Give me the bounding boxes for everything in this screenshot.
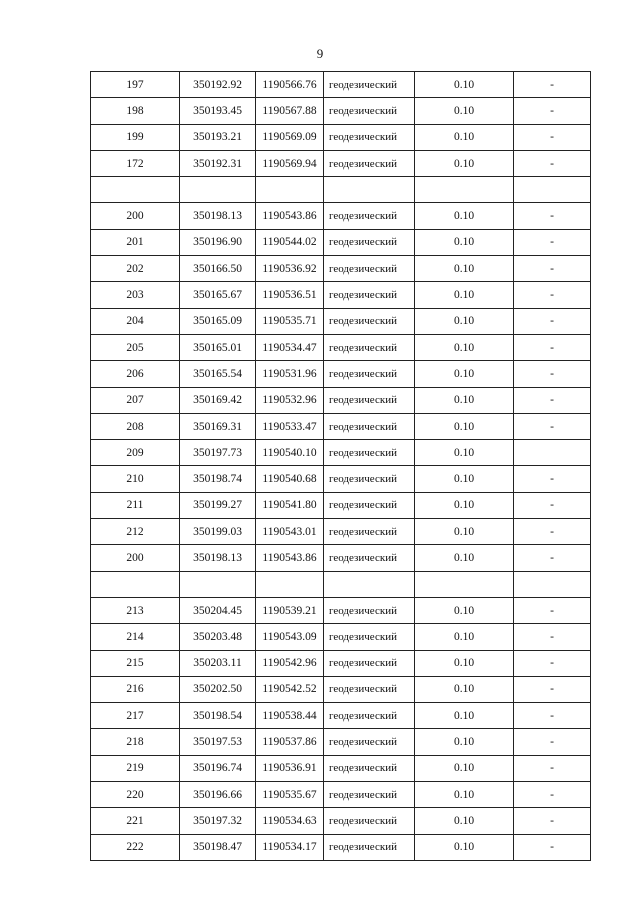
point-number-cell: 203: [91, 282, 180, 308]
table-row: [91, 492, 591, 518]
note-cell: -: [514, 256, 591, 282]
coordinates-table: [90, 71, 591, 861]
point-number-cell: 208: [91, 413, 180, 439]
table-row: [91, 597, 591, 623]
y-coordinate-cell: 1190540.10: [256, 440, 324, 466]
table-row: [91, 624, 591, 650]
accuracy-cell: 0.10: [415, 808, 514, 834]
method-cell: геодезический: [324, 361, 415, 387]
y-coordinate-cell: 1190543.09: [256, 624, 324, 650]
accuracy-cell: 0.10: [415, 72, 514, 98]
point-number-cell: 209: [91, 440, 180, 466]
method-cell: геодезический: [324, 229, 415, 255]
point-number-cell: 217: [91, 703, 180, 729]
accuracy-cell: 0.10: [415, 519, 514, 545]
method-cell: геодезический: [324, 597, 415, 623]
method-cell: геодезический: [324, 308, 415, 334]
accuracy-cell: 0.10: [415, 308, 514, 334]
point-number-cell: 213: [91, 597, 180, 623]
point-number-cell: 221: [91, 808, 180, 834]
x-coordinate-cell: 350165.67: [180, 282, 256, 308]
method-cell: геодезический: [324, 755, 415, 781]
table-row: [91, 834, 591, 860]
x-coordinate-cell: 350165.54: [180, 361, 256, 387]
y-coordinate-cell: 1190536.51: [256, 282, 324, 308]
table-row: [91, 466, 591, 492]
table-row: [91, 729, 591, 755]
method-cell: геодезический: [324, 703, 415, 729]
y-coordinate-cell: 1190538.44: [256, 703, 324, 729]
x-coordinate-cell: [180, 177, 256, 203]
point-number-cell: 206: [91, 361, 180, 387]
accuracy-cell: 0.10: [415, 282, 514, 308]
point-number-cell: [91, 177, 180, 203]
table-row: [91, 308, 591, 334]
point-number-cell: 216: [91, 676, 180, 702]
note-cell: -: [514, 545, 591, 571]
note-cell: -: [514, 124, 591, 150]
table-row: [91, 334, 591, 360]
note-cell: [514, 440, 591, 466]
accuracy-cell: 0.10: [415, 124, 514, 150]
x-coordinate-cell: 350165.01: [180, 334, 256, 360]
accuracy-cell: 0.10: [415, 229, 514, 255]
y-coordinate-cell: 1190536.91: [256, 755, 324, 781]
note-cell: -: [514, 387, 591, 413]
y-coordinate-cell: [256, 571, 324, 597]
coordinates-table-body: [91, 72, 591, 861]
point-number-cell: 207: [91, 387, 180, 413]
point-number-cell: 198: [91, 98, 180, 124]
table-row: [91, 177, 591, 203]
accuracy-cell: 0.10: [415, 256, 514, 282]
note-cell: -: [514, 413, 591, 439]
table-row: [91, 361, 591, 387]
note-cell: -: [514, 282, 591, 308]
method-cell: геодезический: [324, 387, 415, 413]
accuracy-cell: 0.10: [415, 650, 514, 676]
table-row: [91, 755, 591, 781]
x-coordinate-cell: [180, 571, 256, 597]
point-number-cell: 172: [91, 150, 180, 176]
x-coordinate-cell: 350165.09: [180, 308, 256, 334]
accuracy-cell: 0.10: [415, 413, 514, 439]
y-coordinate-cell: 1190536.92: [256, 256, 324, 282]
accuracy-cell: 0.10: [415, 729, 514, 755]
point-number-cell: 212: [91, 519, 180, 545]
method-cell: [324, 177, 415, 203]
note-cell: -: [514, 308, 591, 334]
y-coordinate-cell: 1190569.09: [256, 124, 324, 150]
method-cell: геодезический: [324, 98, 415, 124]
method-cell: геодезический: [324, 676, 415, 702]
y-coordinate-cell: 1190541.80: [256, 492, 324, 518]
table-row: [91, 519, 591, 545]
accuracy-cell: 0.10: [415, 545, 514, 571]
note-cell: -: [514, 782, 591, 808]
method-cell: геодезический: [324, 624, 415, 650]
table-row: [91, 676, 591, 702]
page-number: 9: [316, 46, 324, 61]
x-coordinate-cell: 350198.74: [180, 466, 256, 492]
x-coordinate-cell: 350197.73: [180, 440, 256, 466]
note-cell: -: [514, 492, 591, 518]
x-coordinate-cell: 350196.66: [180, 782, 256, 808]
method-cell: геодезический: [324, 282, 415, 308]
table-row: [91, 150, 591, 176]
table-row: [91, 808, 591, 834]
y-coordinate-cell: 1190540.68: [256, 466, 324, 492]
accuracy-cell: 0.10: [415, 150, 514, 176]
y-coordinate-cell: 1190532.96: [256, 387, 324, 413]
method-cell: геодезический: [324, 808, 415, 834]
method-cell: геодезический: [324, 466, 415, 492]
x-coordinate-cell: 350203.48: [180, 624, 256, 650]
method-cell: геодезический: [324, 413, 415, 439]
method-cell: [324, 571, 415, 597]
x-coordinate-cell: 350193.45: [180, 98, 256, 124]
x-coordinate-cell: 350197.53: [180, 729, 256, 755]
x-coordinate-cell: 350197.32: [180, 808, 256, 834]
point-number-cell: 211: [91, 492, 180, 518]
y-coordinate-cell: 1190539.21: [256, 597, 324, 623]
table-row: [91, 124, 591, 150]
accuracy-cell: [415, 177, 514, 203]
note-cell: -: [514, 729, 591, 755]
y-coordinate-cell: 1190542.96: [256, 650, 324, 676]
x-coordinate-cell: 350196.90: [180, 229, 256, 255]
x-coordinate-cell: 350199.03: [180, 519, 256, 545]
x-coordinate-cell: 350169.31: [180, 413, 256, 439]
accuracy-cell: 0.10: [415, 755, 514, 781]
method-cell: геодезический: [324, 203, 415, 229]
point-number-cell: 200: [91, 545, 180, 571]
x-coordinate-cell: 350196.74: [180, 755, 256, 781]
x-coordinate-cell: 350198.47: [180, 834, 256, 860]
point-number-cell: 201: [91, 229, 180, 255]
y-coordinate-cell: 1190543.86: [256, 545, 324, 571]
x-coordinate-cell: 350198.13: [180, 203, 256, 229]
accuracy-cell: [415, 571, 514, 597]
note-cell: -: [514, 597, 591, 623]
note-cell: -: [514, 466, 591, 492]
note-cell: -: [514, 519, 591, 545]
y-coordinate-cell: 1190567.88: [256, 98, 324, 124]
point-number-cell: [91, 571, 180, 597]
accuracy-cell: 0.10: [415, 361, 514, 387]
x-coordinate-cell: 350204.45: [180, 597, 256, 623]
note-cell: -: [514, 650, 591, 676]
table-row: [91, 256, 591, 282]
table-row: [91, 782, 591, 808]
y-coordinate-cell: 1190534.17: [256, 834, 324, 860]
accuracy-cell: 0.10: [415, 703, 514, 729]
note-cell: -: [514, 203, 591, 229]
note-cell: -: [514, 624, 591, 650]
y-coordinate-cell: 1190569.94: [256, 150, 324, 176]
table-row: [91, 545, 591, 571]
point-number-cell: 210: [91, 466, 180, 492]
y-coordinate-cell: [256, 177, 324, 203]
method-cell: геодезический: [324, 545, 415, 571]
note-cell: -: [514, 808, 591, 834]
y-coordinate-cell: 1190531.96: [256, 361, 324, 387]
accuracy-cell: 0.10: [415, 624, 514, 650]
accuracy-cell: 0.10: [415, 492, 514, 518]
point-number-cell: 204: [91, 308, 180, 334]
method-cell: геодезический: [324, 782, 415, 808]
method-cell: геодезический: [324, 492, 415, 518]
point-number-cell: 214: [91, 624, 180, 650]
accuracy-cell: 0.10: [415, 203, 514, 229]
point-number-cell: 215: [91, 650, 180, 676]
y-coordinate-cell: 1190542.52: [256, 676, 324, 702]
note-cell: [514, 571, 591, 597]
point-number-cell: 219: [91, 755, 180, 781]
x-coordinate-cell: 350198.13: [180, 545, 256, 571]
method-cell: геодезический: [324, 150, 415, 176]
point-number-cell: 199: [91, 124, 180, 150]
accuracy-cell: 0.10: [415, 466, 514, 492]
y-coordinate-cell: 1190543.86: [256, 203, 324, 229]
table-row: [91, 72, 591, 98]
y-coordinate-cell: 1190533.47: [256, 413, 324, 439]
table-row: [91, 703, 591, 729]
accuracy-cell: 0.10: [415, 387, 514, 413]
method-cell: геодезический: [324, 440, 415, 466]
point-number-cell: 202: [91, 256, 180, 282]
accuracy-cell: 0.10: [415, 782, 514, 808]
point-number-cell: 220: [91, 782, 180, 808]
method-cell: геодезический: [324, 124, 415, 150]
x-coordinate-cell: 350169.42: [180, 387, 256, 413]
method-cell: геодезический: [324, 650, 415, 676]
accuracy-cell: 0.10: [415, 834, 514, 860]
x-coordinate-cell: 350166.50: [180, 256, 256, 282]
table-row: [91, 387, 591, 413]
method-cell: геодезический: [324, 834, 415, 860]
note-cell: -: [514, 229, 591, 255]
x-coordinate-cell: 350202.50: [180, 676, 256, 702]
point-number-cell: 218: [91, 729, 180, 755]
table-row: [91, 413, 591, 439]
table-row: [91, 229, 591, 255]
method-cell: геодезический: [324, 256, 415, 282]
x-coordinate-cell: 350192.31: [180, 150, 256, 176]
x-coordinate-cell: 350192.92: [180, 72, 256, 98]
accuracy-cell: 0.10: [415, 676, 514, 702]
note-cell: [514, 177, 591, 203]
table-row: [91, 203, 591, 229]
y-coordinate-cell: 1190537.86: [256, 729, 324, 755]
x-coordinate-cell: 350199.27: [180, 492, 256, 518]
method-cell: геодезический: [324, 334, 415, 360]
accuracy-cell: 0.10: [415, 98, 514, 124]
note-cell: -: [514, 98, 591, 124]
y-coordinate-cell: 1190566.76: [256, 72, 324, 98]
x-coordinate-cell: 350193.21: [180, 124, 256, 150]
accuracy-cell: 0.10: [415, 334, 514, 360]
note-cell: -: [514, 72, 591, 98]
point-number-cell: 205: [91, 334, 180, 360]
table-row: [91, 650, 591, 676]
y-coordinate-cell: 1190543.01: [256, 519, 324, 545]
x-coordinate-cell: 350198.54: [180, 703, 256, 729]
note-cell: -: [514, 834, 591, 860]
note-cell: -: [514, 334, 591, 360]
accuracy-cell: 0.10: [415, 440, 514, 466]
x-coordinate-cell: 350203.11: [180, 650, 256, 676]
note-cell: -: [514, 703, 591, 729]
note-cell: -: [514, 150, 591, 176]
table-row: [91, 98, 591, 124]
method-cell: геодезический: [324, 72, 415, 98]
y-coordinate-cell: 1190544.02: [256, 229, 324, 255]
y-coordinate-cell: 1190534.63: [256, 808, 324, 834]
y-coordinate-cell: 1190534.47: [256, 334, 324, 360]
y-coordinate-cell: 1190535.67: [256, 782, 324, 808]
note-cell: -: [514, 361, 591, 387]
method-cell: геодезический: [324, 729, 415, 755]
point-number-cell: 200: [91, 203, 180, 229]
accuracy-cell: 0.10: [415, 597, 514, 623]
table-row: [91, 440, 591, 466]
note-cell: -: [514, 755, 591, 781]
y-coordinate-cell: 1190535.71: [256, 308, 324, 334]
point-number-cell: 197: [91, 72, 180, 98]
note-cell: -: [514, 676, 591, 702]
method-cell: геодезический: [324, 519, 415, 545]
table-row: [91, 282, 591, 308]
point-number-cell: 222: [91, 834, 180, 860]
table-row: [91, 571, 591, 597]
